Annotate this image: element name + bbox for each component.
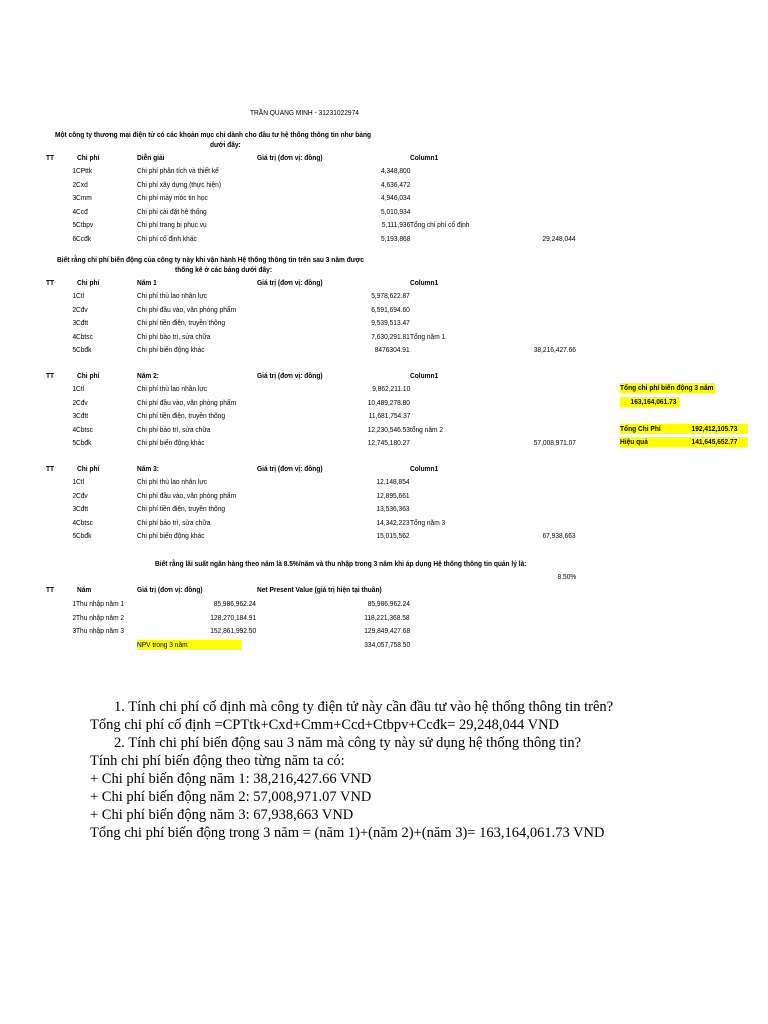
answer-1: Tổng chi phí cố định =CPTtk+Cxd+Cmm+Ccd+Ctbpv+Ccđk= 29,248,044 VND (90, 717, 560, 733)
npv-value: 118,221,368.58 (364, 612, 410, 622)
npv-col-npv: Net Present Value (giá trị hiện tại thuần) (257, 585, 382, 594)
cost-code: Ctl (76, 384, 85, 393)
cost-code: Cđtt (76, 411, 89, 420)
npv-intro: Biết rằng lãi suất ngân hàng theo năm là 8.5%/năm và thu nhập trong 3 năm khi áp dụng Hệ thống thông tin quản lý là: (155, 559, 527, 568)
cost-code: Cđv (76, 397, 88, 407)
cost-value: 7,630,291.81 (371, 331, 410, 341)
cost-description: Chi phí phân tích và thiết kế (137, 166, 219, 175)
var-total-value: 163,164,061.73 (620, 397, 680, 407)
cost-description: Chi phí bảo trì, sửa chữa (137, 424, 211, 434)
cost-code: Cbtsc (76, 331, 93, 341)
total-cost-value: 192,412,105.73 (688, 424, 748, 434)
cost-value: 12,148,854 (376, 477, 410, 486)
cost-code: Cmm (76, 193, 92, 202)
col-chiphi: Chi phí (77, 464, 100, 473)
row-note: Tổng chi phí cố định (410, 220, 470, 229)
row-number: 2 (72, 304, 76, 314)
row-total: 57,008,971.07 (533, 438, 576, 447)
row-number: 5 (72, 345, 76, 354)
row-number: 6 (72, 233, 76, 243)
intro-line-1: Một công ty thương mại điện tử có các khoản mục chi dành cho đầu tư hệ thống thông tin như bảng (55, 130, 372, 139)
row-number: 2 (72, 179, 76, 189)
answer-2-line-4: + Chi phí biến động năm 3: 67,938,663 VND (90, 807, 354, 823)
cost-value: 4,946,034 (380, 193, 410, 202)
cost-code: Cbđk (76, 345, 92, 354)
row-number: 4 (72, 424, 76, 434)
cost-value: 5,111,936 (381, 220, 410, 229)
npv-total-label: NPV trong 3 năm (137, 640, 242, 650)
cost-description: Chi phí thù lao nhân lực (137, 384, 208, 393)
row-number: 4 (72, 206, 76, 216)
cost-code: Cbtsc (76, 424, 93, 434)
efficiency-value: 141,645,652.77 (688, 437, 748, 447)
cost-value: 12,745,180.27 (367, 438, 410, 447)
cost-code: Cxd (76, 179, 88, 189)
author-header: TRẦN QUANG MINH - 31231022974 (250, 108, 359, 117)
cost-value: 9,862,211.10 (371, 384, 410, 393)
col-column1: Column1 (410, 153, 439, 162)
cost-code: Ccđ (76, 206, 88, 216)
year1-label: Năm 1 (137, 278, 157, 287)
npv-col-year: Năm (77, 585, 92, 594)
cost-value: 13,536,363 (376, 504, 410, 513)
col-tt: TT (46, 464, 55, 473)
col-giatri: Giá trị (đơn vị: đồng) (257, 464, 323, 473)
income-label: Thu nhập năm 2 (76, 612, 125, 622)
answer-2-line-1: Tính chi phí biến động theo từng năm ta có: (90, 753, 345, 769)
cost-value: 5,193,868 (380, 233, 410, 243)
row-total: 38,216,427.66 (533, 345, 576, 354)
cost-description: Chi phí biến động khác (137, 438, 205, 447)
cost-value: 4,348,800 (380, 166, 410, 175)
answer-2-line-3: + Chi phí biến động năm 2: 57,008,971.07 VND (90, 789, 372, 805)
cost-description: Chi phí đầu vào, văn phòng phẩm (137, 490, 237, 500)
cost-description: Chi phí tiền điện, truyền thông (137, 504, 226, 513)
row-number: 3 (72, 626, 76, 635)
cost-description: Chi phí biến động khác (137, 531, 205, 540)
cost-code: Cđv (76, 304, 88, 314)
cost-value: 11,681,754.37 (368, 411, 410, 420)
cost-description: Chi phí cài đặt hệ thống (137, 206, 207, 216)
row-number: 4 (72, 331, 76, 341)
question-1: 1. Tính chi phí cố định mà công ty điện tử này cần đầu tư vào hệ thống thông tin trên? (114, 699, 614, 715)
cost-description: Chi phí đầu vào, văn phòng phẩm (137, 304, 237, 314)
year2-label: Năm 2: (137, 371, 160, 380)
col-column1: Column1 (410, 464, 439, 473)
question-2: 2. Tính chi phí biến động sau 3 năm mà công ty này sử dụng hệ thống thông tin? (114, 735, 582, 751)
cost-description: Chi phí bảo trì, sửa chữa (137, 331, 211, 341)
answer-2-line-2: + Chi phí biến động năm 1: 38,216,427.66 VND (90, 771, 372, 787)
cost-value: 15,015,562 (376, 531, 410, 540)
row-note: tổng năm 2 (410, 424, 444, 434)
cost-code: Cđtt (76, 504, 89, 513)
cost-code: Ctbpv (76, 220, 94, 229)
npv-col-tt: TT (46, 585, 55, 594)
col-chiphi: Chi phí (77, 153, 100, 162)
row-note: Tổng năm 3 (410, 517, 446, 527)
col-giatri: Giá trị (đơn vị: đồng) (257, 278, 323, 287)
cost-description: Chi phí biến động khác (137, 345, 205, 354)
row-number: 1 (72, 166, 76, 175)
var-total-label: Tổng chi phí biến động 3 năm (620, 383, 714, 392)
row-number: 3 (72, 411, 76, 420)
cost-value: 5,010,934 (380, 206, 410, 216)
cost-value: 6,591,694.60 (371, 304, 410, 314)
income-value: 152,861,992.50 (210, 626, 256, 635)
intro-line-2: dưới đây: (210, 140, 241, 149)
col-giatri: Giá trị (đơn vị: đồng) (257, 371, 323, 380)
row-number: 1 (72, 477, 76, 486)
cost-code: Ccđk (76, 233, 92, 243)
cost-code: Ctl (76, 291, 85, 300)
row-total: 67,938,663 (542, 531, 576, 540)
cost-description: Chi phí đầu vào, văn phòng phẩm (137, 397, 237, 407)
cost-description: Chi phí thù lao nhân lực (137, 291, 208, 300)
row-number: 4 (72, 517, 76, 527)
row-number: 5 (72, 438, 76, 447)
cost-code: Cbđk (76, 438, 92, 447)
col-chiphi: Chi phí (77, 278, 100, 287)
cost-code: Ctl (76, 477, 85, 486)
npv-total-value: 334,057,758.50 (364, 640, 410, 649)
cost-code: Cbtsc (76, 517, 93, 527)
row-note: Tổng năm 1 (410, 331, 446, 341)
answer-2-line-5: Tổng chi phí biến động trong 3 năm = (năm 1)+(năm 2)+(năm 3)= 163,164,061.73 VND (90, 825, 605, 841)
col-chiphi: Chi phí (77, 371, 100, 380)
cost-code: Cbđk (76, 531, 92, 540)
row-number: 1 (72, 291, 76, 300)
interest-rate: 8.50% (557, 572, 576, 581)
cost-value: 12,230,546.53 (367, 424, 410, 434)
cost-value: 5,978,622.87 (371, 291, 410, 300)
year3-label: Năm 3: (137, 464, 160, 473)
var-intro-line-2: thống kê ở các bảng dưới đây: (175, 265, 273, 274)
npv-value: 129,849,427.68 (364, 626, 410, 635)
npv-value: 85,986,962.24 (367, 599, 410, 608)
cost-value: 4,636,472 (380, 179, 410, 189)
cost-code: Cđv (76, 490, 88, 500)
cost-code: CPttk (76, 166, 93, 175)
row-number: 2 (72, 490, 76, 500)
col-tt: TT (46, 278, 55, 287)
npv-col-value: Giá trị (đơn vị: đồng) (137, 585, 203, 594)
row-number: 2 (72, 612, 76, 622)
row-number: 1 (72, 384, 76, 393)
total-cost-label: Tổng Chi Phí (620, 424, 690, 434)
cost-description: Chi phí bảo trì, sửa chữa (137, 517, 211, 527)
row-number: 5 (72, 220, 76, 229)
cost-value: 10,489,278.80 (367, 397, 410, 407)
cost-description: Chi phí xây dựng (thực hiện) (137, 179, 222, 189)
income-label: Thu nhập năm 1 (76, 599, 125, 608)
efficiency-label: Hiệu quả (620, 437, 690, 447)
row-total: 29,248,044 (542, 233, 576, 243)
row-number: 3 (72, 193, 76, 202)
cost-description: Chi phí thù lao nhân lực (137, 477, 208, 486)
cost-description: Chi phí tiền điện, truyền thông (137, 411, 226, 420)
col-column1: Column1 (410, 278, 439, 287)
row-number: 3 (72, 318, 76, 327)
cost-value: 12,895,661 (376, 490, 410, 500)
cost-value: 9,539,513.47 (371, 318, 410, 327)
cost-description: Chi phí tiền điện, truyền thông (137, 318, 226, 327)
var-intro-line-1: Biết rằng chi phí biến động của công ty này khi vận hành Hệ thống thông tin trên sau 3 năm được (57, 255, 364, 264)
col-tt: TT (46, 371, 55, 380)
cost-description: Chi phí máy móc tin học (137, 193, 208, 202)
cost-description: Chi phí trang bị phục vụ (137, 220, 207, 229)
col-column1: Column1 (410, 371, 439, 380)
income-value: 85,986,962.24 (213, 599, 256, 608)
cost-code: Cđtt (76, 318, 89, 327)
cost-description: Chi phí cố định khác (137, 233, 197, 243)
income-value: 128,270,184.91 (210, 612, 256, 622)
cost-value: 8476304.91 (375, 345, 410, 354)
col-giatri: Giá trị (đơn vị: đồng) (257, 153, 323, 162)
cost-value: 14,342,223 (376, 517, 410, 527)
income-label: Thu nhập năm 3 (76, 626, 125, 635)
row-number: 1 (72, 599, 76, 608)
row-number: 5 (72, 531, 76, 540)
col-diengiai: Diễn giải (137, 153, 165, 162)
row-number: 3 (72, 504, 76, 513)
row-number: 2 (72, 397, 76, 407)
col-tt: TT (46, 153, 55, 162)
